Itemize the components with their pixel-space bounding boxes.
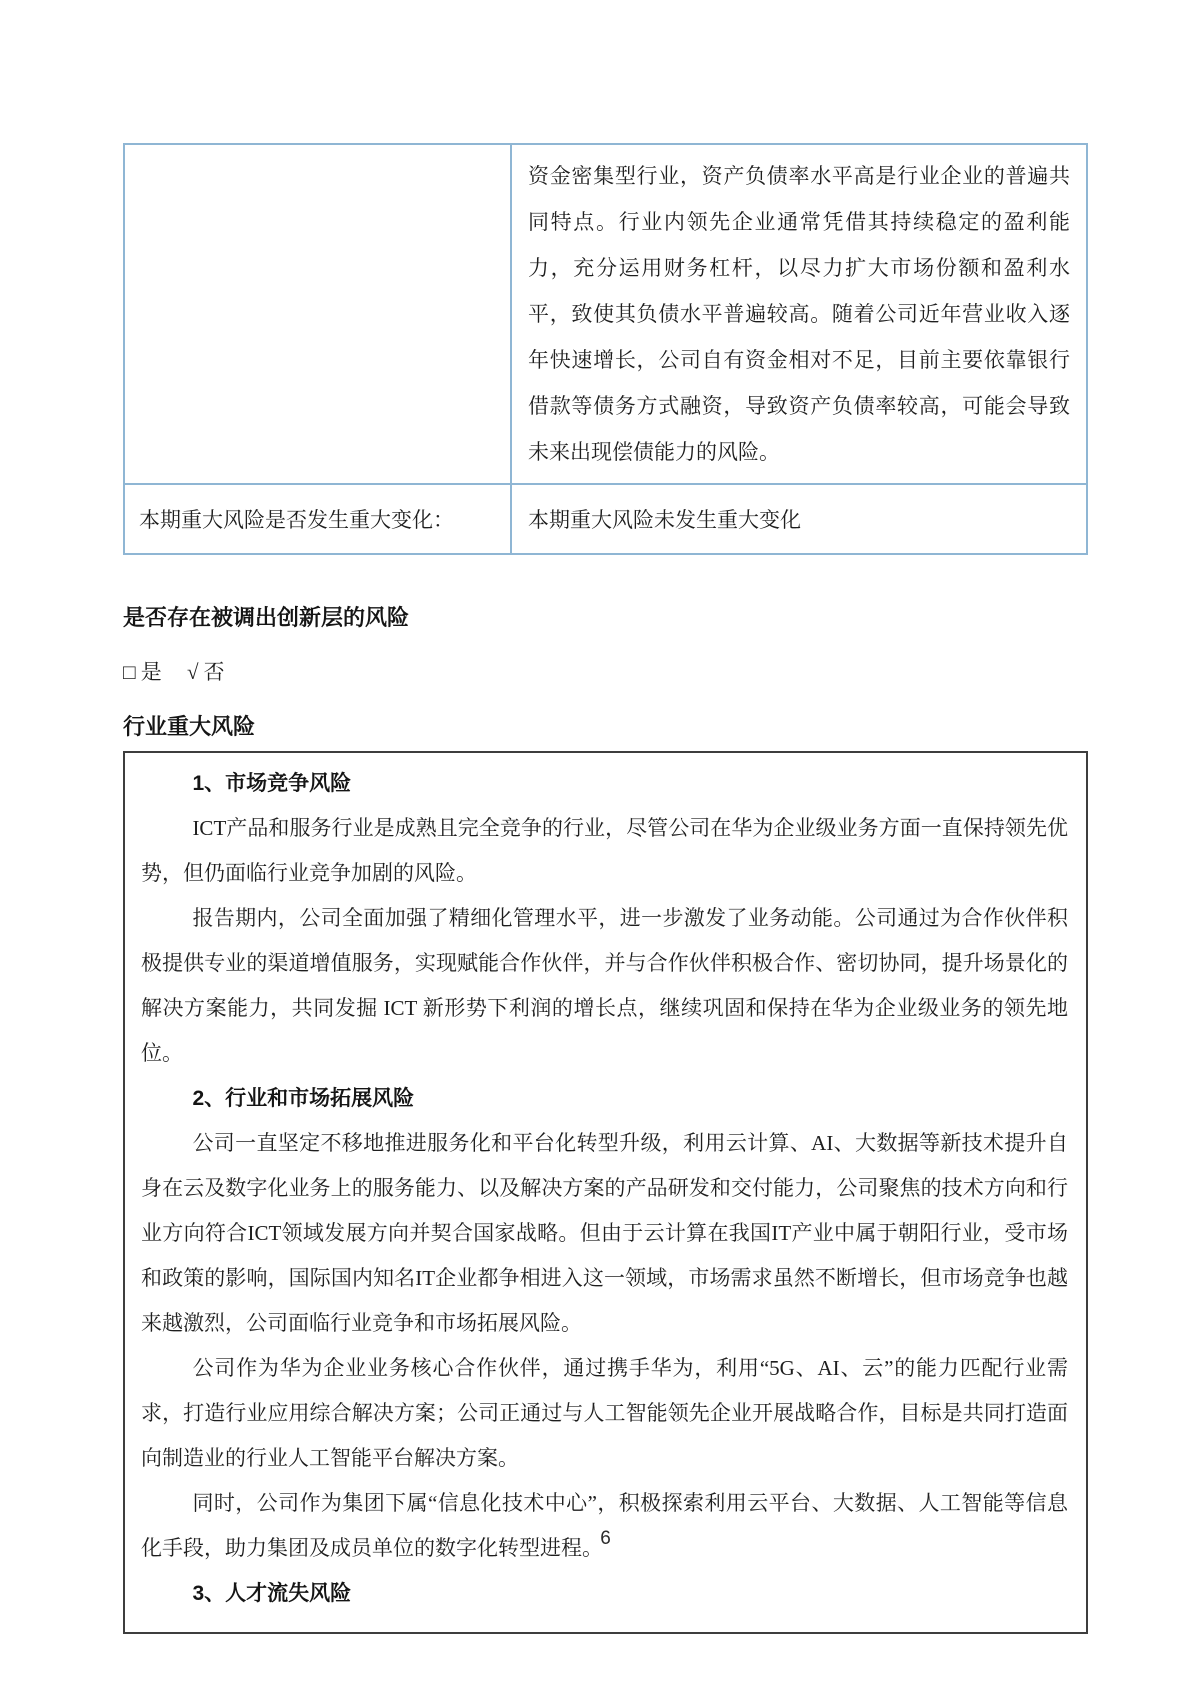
paragraph: 同时，公司作为集团下属“信息化技术中心”，积极探索利用云平台、大数据、人工智能等信息化手段，助力集团及成员单位的数字化转型进程。 — [141, 1491, 1068, 1560]
table-row — [124, 484, 1087, 554]
paragraph: 公司作为华为企业业务核心合作伙伴，通过携手华为，利用“5G、AI、云”的能力匹配行业需求，打造行业应用综合解决方案；公司正通过与人工智能领先企业开展战略合作，目标是共同打造面向制造业的行业人工智能平台解决方案。 — [141, 1356, 1068, 1470]
page-number: 6 — [600, 1528, 611, 1549]
option-yes-label: 是 — [140, 660, 163, 684]
delisting-risk-heading: 是否存在被调出创新层的风险 — [123, 605, 410, 630]
option-no — [187, 660, 226, 684]
section-title-talent-loss: 3、人才流失风险 — [192, 1582, 352, 1605]
paragraph: ICT产品和服务行业是成熟且完全竞争的行业，尽管公司在华为企业级业务方面一直保持领先优势，但仍面临行业竞争加剧的风险。 — [141, 816, 1068, 885]
industry-risk-heading: 行业重大风险 — [123, 714, 256, 739]
checkmark-icon: √ — [186, 660, 200, 684]
section-title-market-expansion: 2、行业和市场拓展风险 — [192, 1087, 415, 1110]
risk-change-label-cell: 本期重大风险是否发生重大变化： — [124, 484, 511, 554]
risk-row-label-cell — [124, 144, 511, 484]
document-content — [123, 143, 1088, 1634]
delisting-options — [123, 656, 1088, 686]
checkbox-unchecked-icon: □ — [123, 660, 137, 684]
section-title-market-competition: 1、市场竞争风险 — [192, 772, 352, 795]
table-row — [124, 144, 1087, 484]
option-yes — [123, 660, 169, 684]
risk-change-value-cell: 本期重大风险未发生重大变化 — [511, 484, 1087, 554]
option-no-label: 否 — [203, 660, 226, 684]
paragraph: 公司一直坚定不移地推进服务化和平台化转型升级，利用云计算、AI、大数据等新技术提升自身在云及数字化业务上的服务能力、以及解决方案的产品研发和交付能力，公司聚焦的技术方向和行业方向符合ICT领域发展方向并契合国家战略。但由于云计算在我国IT产业中属于朝阳行业，受市场和政策的影响，国际国内知名IT企业都争相进入这一领域，市场需求虽然不断增长，但市场竞争也越来越激烈，公司面临行业竞争和市场拓展风险。 — [141, 1131, 1068, 1335]
major-risk-table — [123, 143, 1088, 555]
risk-description-cell: 资金密集型行业，资产负债率水平高是行业企业的普遍共同特点。行业内领先企业通常凭借其持续稳定的盈利能力，充分运用财务杠杆，以尽力扩大市场份额和盈利水平，致使其负债水平普遍较高。随着公司近年营业收入逐年快速增长，公司自有资金相对不足，目前主要依靠银行借款等债务方式融资，导致资产负债率较高，可能会导致未来出现偿债能力的风险。 — [511, 144, 1087, 484]
industry-risk-box — [123, 751, 1088, 1634]
paragraph: 报告期内，公司全面加强了精细化管理水平，进一步激发了业务动能。公司通过为合作伙伴积极提供专业的渠道增值服务，实现赋能合作伙伴，并与合作伙伴积极合作、密切协同，提升场景化的解决方案能力，共同发掘 ICT 新形势下利润的增长点，继续巩固和保持在华为企业级业务的领先地位。 — [141, 906, 1068, 1065]
